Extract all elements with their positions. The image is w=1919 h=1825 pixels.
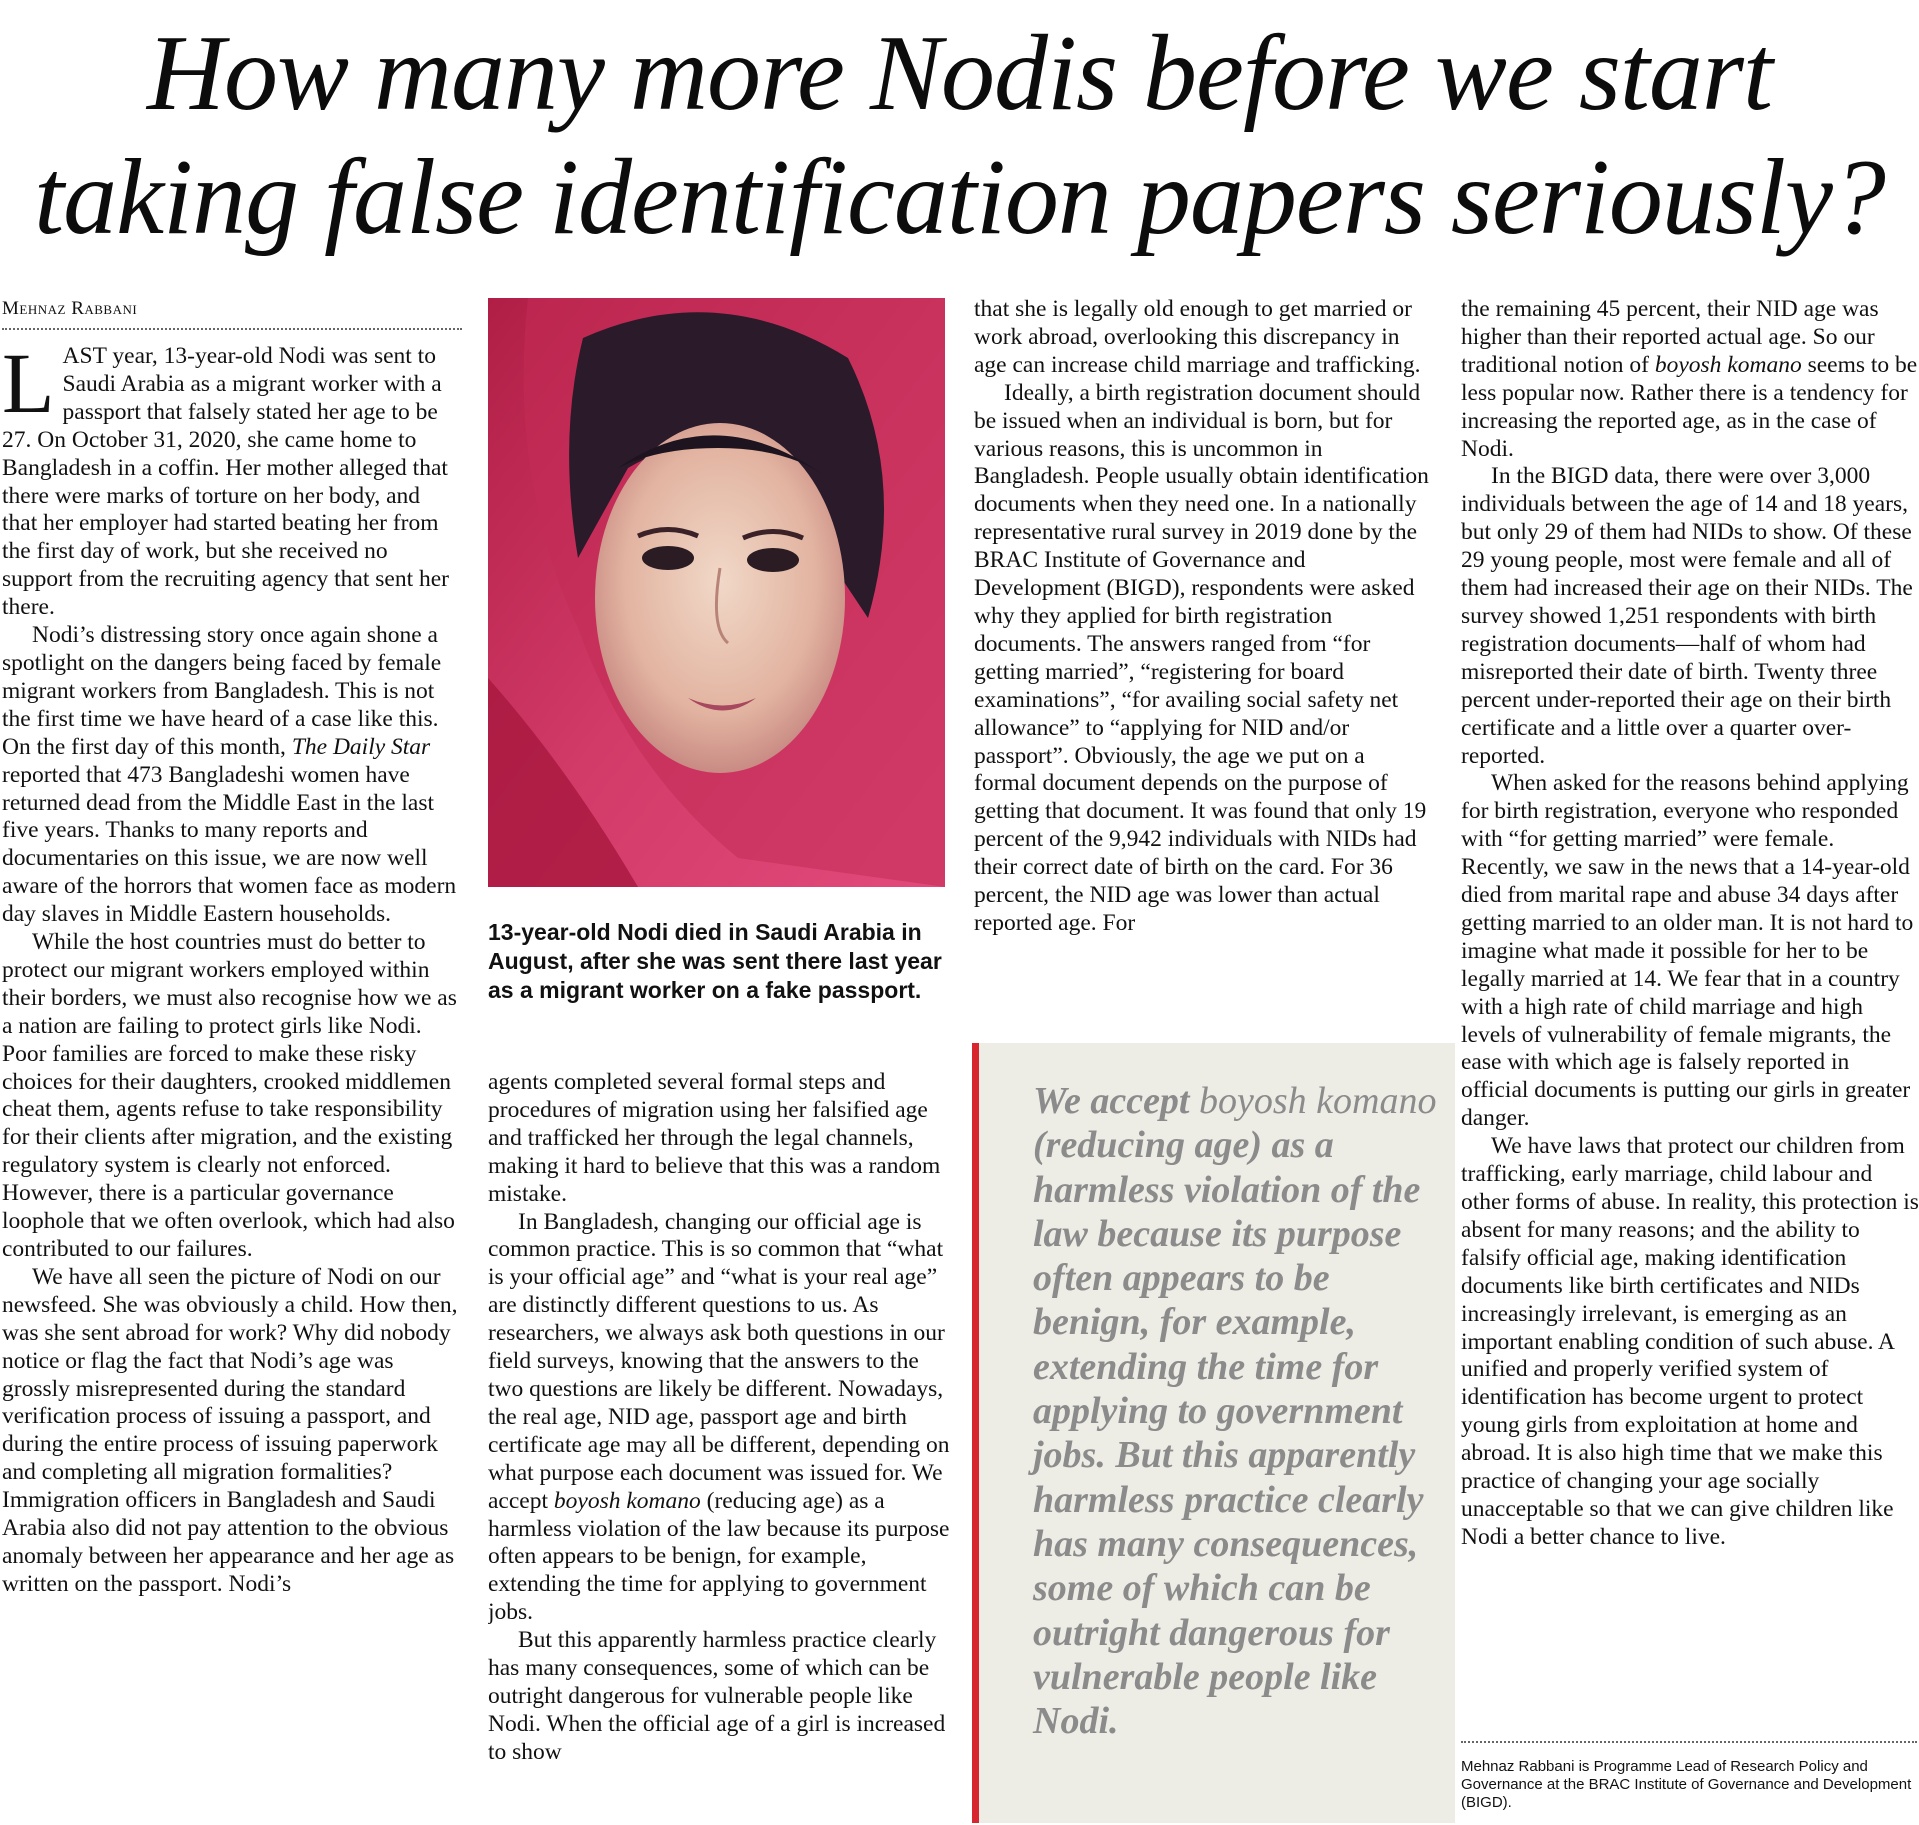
article-column-3	[974, 296, 1432, 1028]
paragraph: In the BIGD data, there were over 3,000 individuals between the age of 14 and 18 years, but only 29 of them had NIDs to show. Of these 29 young people, most were female and all of them had increased their age on their NIDs. The survey showed 1,251 respondents with birth registration documents—half of whom had misreported their date of birth. Twenty three percent under-reported their age on their birth certificate and a little over a quarter over-reported.	[1461, 463, 1913, 769]
paragraph: When asked for the reasons behind applying for birth registration, everyone who responded with “for getting married” were female. Recently, we saw in the news that a 14-year-old died from marital rape and abuse 34 days after getting married to an older man. It is not hard to imagine what made it possible for her to be legally married at 14. We fear that in a country with a high rate of child marriage and high levels of vulnerability of female migrants, the ease with which age is falsely reported in official documents is putting our girls in greater danger.	[1461, 770, 1914, 1132]
paragraph: We have laws that protect our children from trafficking, early marriage, child labour and other forms of abuse. In reality, this protection is absent for many reasons; and the ability to falsify official age, making identification documents like birth certificates and NIDs increasingly irrelevant, is emerging as an important enabling condition of such abuse. A unified and properly verified system of identification has become urgent to protect young girls from exploitation at home and abroad. It is also high time that we make this practice of changing your age socially unacceptable so that we can give children like Nodi a better chance to live.	[1461, 1133, 1919, 1550]
term-boyosh-komano: boyosh komano	[553, 1487, 701, 1514]
paragraph: In Bangladesh, changing our official age is common practice. This is so common that “what is your official age” and “what is your real age” are distinctly different questions to us. As researchers, we always ask both questions in our field surveys, knowing that the answers to the two questions are likely be different. Nowadays, the real age, NID age, passport age and birth certificate age may all be different, depending on what purpose each document was issued for. We accept boyosh komano (reducing age) as a harmless violation of the law because its purpose often appears to be benign, for example, extending the time for applying to government jobs.	[488, 1208, 950, 1626]
photo-caption: 13-year-old Nodi died in Saudi Arabia in August, after she was sent there last year as a migrant worker on a fake passport.	[488, 919, 942, 1003]
headline-line-2: taking false identification papers seriously?	[34, 138, 1885, 257]
paragraph: Ideally, a birth registration document should be issued when an individual is born, but for various reasons, this is uncommon in Bangladesh. People usually obtain identification documents when they need one. In a nationally representative rural survey in 2019 done by the BRAC Institute of Governance and Development (BIGD), respondents were asked why they applied for birth registration documents. The answers ranged from “for getting married”, “registering for board examinations”, “for availing social safety net allowance” to “applying for NID and/or passport”. Obviously, the age we put on a formal document depends on the purpose of getting that document. It was found that only 19 percent of the 9,942 individuals with NIDs had their correct date of birth on the card. For 36 percent, the NID age was lower than actual reported age. For	[974, 379, 1429, 936]
pull-quote	[972, 1043, 1455, 1823]
term-boyosh-komano: boyosh komano	[1199, 1080, 1437, 1122]
divider	[1461, 1741, 1917, 1743]
paragraph: agents completed several formal steps and procedures of migration using her falsified age and trafficked her through the legal channels, making it hard to believe that this was a random mistake.	[488, 1069, 941, 1207]
nodi-photo	[488, 298, 945, 887]
pull-quote-text: We accept boyosh komano (reducing age) as a harmless violation of the law because its purpose often appears to be benign, for example, extending the time for applying to government jobs. But this apparently harmless practice clearly has many consequences, some of which can be outright dangerous for vulnerable people like Nodi.	[1033, 1080, 1437, 1743]
dropcap: L	[2, 343, 55, 431]
paragraph: LAST year, 13-year-old Nodi was sent to Saudi Arabia as a migrant worker with a passport that falsely stated her age to be 27. On October 31, 2020, she came home to Bangladesh in a coffin. Her mother alleged that there were marks of torture on her body, and that her employer had started beating her from the first day of work, but she received no support from the recruiting agency that sent her there.	[2, 343, 450, 621]
publication-name: The Daily Star	[291, 733, 431, 760]
portrait-illustration	[488, 298, 945, 887]
article-column-1	[2, 343, 460, 1825]
paragraph: Nodi’s distressing story once again shone a spotlight on the dangers being faced by female migrant workers from Bangladesh. This is not the first time we have heard of a case like this. On the first day of this month, The Daily Star reported that 473 Bangladeshi women have returned dead from the Middle East in the last five years. Thanks to many reports and documentaries on this issue, we are now well aware of the horrors that women face as modern day slaves in Middle Eastern households.	[2, 622, 457, 928]
paragraph: the remaining 45 percent, their NID age was higher than their reported actual age. So our traditional notion of boyosh komano seems to be less popular now. Rather there is a tendency for increasing the reported age, as in the case of Nodi.	[1461, 296, 1918, 462]
paragraph: that she is legally old enough to get married or work abroad, overlooking this discrepancy in age can increase child marriage and trafficking.	[974, 296, 1421, 378]
paragraph: But this apparently harmless practice clearly has many consequences, some of which can be outright dangerous for vulnerable people like Nodi. When the official age of a girl is increased to show	[488, 1627, 946, 1765]
headline	[0, 12, 1919, 260]
byline: Mehnaz Rabbani	[2, 298, 462, 330]
article-column-4	[1461, 296, 1919, 1736]
paragraph: While the host countries must do better to protect our migrant workers employed within their borders, we must also recognise how we as a nation are failing to protect girls like Nodi. Poor families are forced to make these risky choices for their daughters, crooked middlemen cheat them, agents refuse to take responsibility for their clients after migration, and the existing regulatory system is clearly not enforced. However, there is a particular governance loophole that we often overlook, which had also contributed to our failures.	[2, 929, 457, 1262]
headline-line-1: How many more Nodis before we start	[147, 14, 1772, 133]
paragraph: We have all seen the picture of Nodi on our newsfeed. She was obviously a child. How then, was she sent abroad for work? Why did nobody notice or flag the fact that Nodi’s age was grossly misrepresented during the standard verification process of issuing a passport, and during the entire process of issuing paperwork and completing all migration formalities? Immigration officers in Bangladesh and Saudi Arabia also did not pay attention to the obvious anomaly between her appearance and her age as written on the passport. Nodi’s	[2, 1263, 458, 1597]
author-note: Mehnaz Rabbani is Programme Lead of Research Policy and Governance at the BRAC Institute of Governance and Development (BIGD).	[1461, 1758, 1912, 1811]
term-boyosh-komano: boyosh komano	[1654, 351, 1802, 378]
article-column-2	[488, 1069, 950, 1825]
